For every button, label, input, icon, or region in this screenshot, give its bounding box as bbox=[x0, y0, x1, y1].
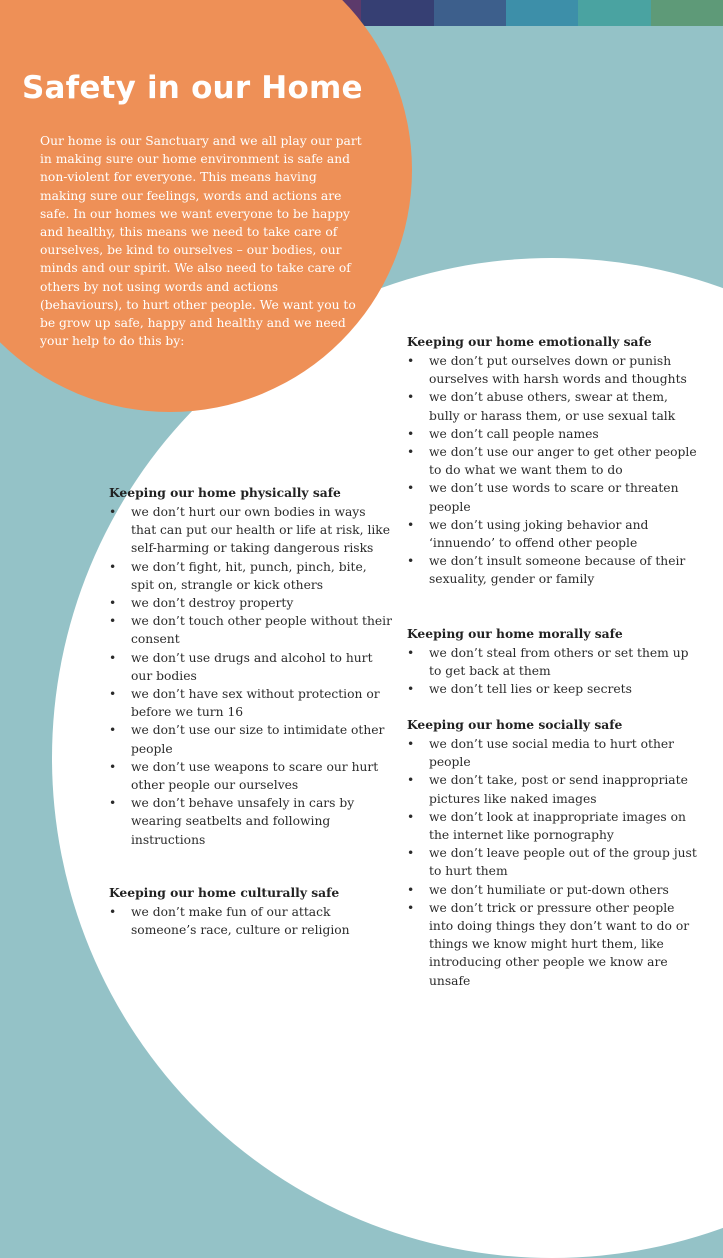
list-item bbox=[109, 903, 392, 939]
color-strip-segment bbox=[361, 0, 433, 26]
list-item-text: we don’t use our size to intimidate other people bbox=[131, 723, 385, 756]
page-title: Safety in our Home bbox=[22, 70, 363, 106]
bullet-icon: • bbox=[109, 905, 117, 919]
bullet-icon: • bbox=[407, 773, 415, 788]
section-heading: Keeping our home socially safe bbox=[407, 717, 623, 732]
bullet-icon: • bbox=[109, 596, 117, 611]
list-item-text: we don’t make fun of our attack someone’s race, culture or religion bbox=[131, 905, 350, 938]
list-item-text: we don’t use our anger to get other people to do what we want them to do bbox=[429, 445, 697, 478]
intro-paragraph: Our home is our Sanctuary and we all play our part in making sure our home environment is safe and non-violent for everyone. This means having making sure our feelings, words and actions are safe. In our homes we want everyone to be happy and healthy, this means we need to take care of ourselves, be kind to ourselves – our bodies, our minds and our spirit. We also need to take care of others by not using words and actions (behaviours), to hurt other people. We want you to be grow up safe, happy and healthy and we need your help to do this by: bbox=[40, 134, 362, 349]
list-item-text: we don’t leave people out of the group just to hurt them bbox=[429, 846, 697, 879]
list-item bbox=[109, 758, 392, 794]
list-item-text: we don’t use drugs and alcohol to hurt our bodies bbox=[131, 650, 373, 683]
color-strip-segment bbox=[434, 0, 506, 26]
list-item-text: we don’t have sex without protection or before we turn 16 bbox=[131, 687, 380, 720]
bullet-icon: • bbox=[407, 646, 415, 660]
bullet-icon: • bbox=[407, 554, 415, 569]
section-physically-safe bbox=[109, 484, 392, 849]
list-item-text: we don’t abuse others, swear at them, bully or harass them, or use sexual talk bbox=[429, 390, 676, 423]
bullet-icon: • bbox=[407, 882, 415, 897]
section-heading: Keeping our home emotionally safe bbox=[407, 334, 652, 349]
bullet-icon: • bbox=[109, 687, 117, 702]
list-item bbox=[407, 552, 697, 588]
bullet-list bbox=[407, 352, 697, 589]
bullet-icon: • bbox=[407, 481, 415, 496]
list-item-text: we don’t hurt our own bodies in ways that can put our health or life at risk, like self-harming or taking dangerous risks bbox=[131, 505, 391, 556]
bullet-icon: • bbox=[407, 354, 415, 368]
color-strip-segment bbox=[506, 0, 578, 26]
bullet-icon: • bbox=[407, 900, 415, 915]
list-item bbox=[109, 594, 392, 612]
bullet-icon: • bbox=[407, 809, 415, 824]
color-strip-segment bbox=[651, 0, 723, 26]
color-strip-segment bbox=[578, 0, 650, 26]
list-item-text: we don’t trick or pressure other people into doing things they don’t want to do or things we know might hurt them, like introducing other people we know are unsafe bbox=[429, 900, 690, 988]
bullet-icon: • bbox=[109, 614, 117, 629]
section-heading: Keeping our home physically safe bbox=[109, 485, 341, 500]
bullet-list bbox=[109, 903, 392, 939]
list-item bbox=[109, 794, 392, 849]
list-item bbox=[407, 881, 697, 899]
list-item bbox=[407, 644, 697, 680]
list-item bbox=[407, 425, 697, 443]
list-item-text: we don’t steal from others or set them up to get back at them bbox=[429, 646, 689, 679]
list-item-text: we don’t call people names bbox=[429, 426, 599, 441]
bullet-icon: • bbox=[407, 426, 415, 441]
section-culturally-safe bbox=[109, 884, 392, 939]
bullet-icon: • bbox=[109, 505, 117, 519]
list-item-text: we don’t using joking behavior and ‘innuendo’ to offend other people bbox=[429, 517, 649, 551]
list-item-text: we don’t use social media to hurt other people bbox=[429, 737, 675, 770]
bullet-icon: • bbox=[109, 723, 117, 738]
bullet-list bbox=[407, 644, 697, 699]
list-item-text: we don’t behave unsafely in cars by wearing seatbelts and following instructions bbox=[131, 796, 355, 847]
list-item bbox=[109, 558, 392, 594]
list-item-text: we don’t fight, hit, punch, pinch, bite, spit on, strangle or kick others bbox=[131, 559, 367, 592]
bullet-icon: • bbox=[109, 759, 117, 774]
list-item bbox=[407, 808, 697, 844]
bullet-icon: • bbox=[407, 682, 415, 697]
list-item bbox=[407, 443, 697, 479]
list-item bbox=[407, 844, 697, 880]
section-heading: Keeping our home culturally safe bbox=[109, 885, 340, 900]
section-heading: Keeping our home morally safe bbox=[407, 626, 623, 641]
bullet-list bbox=[109, 503, 392, 849]
list-item-text: we don’t humiliate or put-down others bbox=[429, 882, 669, 897]
bullet-icon: • bbox=[407, 846, 415, 861]
list-item-text: we don’t use words to scare or threaten people bbox=[429, 481, 679, 514]
bullet-icon: • bbox=[407, 390, 415, 405]
bullet-icon: • bbox=[109, 796, 117, 811]
bullet-icon: • bbox=[407, 445, 415, 460]
bullet-icon: • bbox=[407, 737, 415, 751]
list-item-text: we don’t tell lies or keep secrets bbox=[429, 682, 632, 697]
list-item bbox=[407, 516, 697, 552]
list-item-text: we don’t destroy property bbox=[131, 596, 294, 611]
bullet-icon: • bbox=[407, 517, 415, 532]
list-item bbox=[407, 680, 697, 698]
bullet-list bbox=[407, 735, 697, 990]
list-item bbox=[407, 771, 697, 807]
section-morally-safe bbox=[407, 625, 697, 699]
bullet-icon: • bbox=[109, 650, 117, 665]
list-item bbox=[407, 388, 697, 424]
list-item bbox=[407, 735, 697, 771]
list-item-text: we don’t put ourselves down or punish ourselves with harsh words and thoughts bbox=[429, 354, 687, 387]
section-emotionally-safe bbox=[407, 333, 697, 589]
section-socially-safe bbox=[407, 716, 697, 990]
list-item-text: we don’t take, post or send inappropriate pictures like naked images bbox=[429, 773, 688, 806]
bullet-icon: • bbox=[109, 559, 117, 574]
list-item bbox=[109, 685, 392, 721]
list-item-text: we don’t touch other people without their consent bbox=[131, 614, 392, 647]
list-item-text: we don’t insult someone because of their sexuality, gender or family bbox=[429, 554, 686, 587]
list-item bbox=[109, 503, 392, 558]
list-item bbox=[407, 899, 697, 990]
list-item bbox=[407, 352, 697, 388]
list-item-text: we don’t use weapons to scare our hurt other people our ourselves bbox=[131, 759, 379, 793]
list-item bbox=[407, 479, 697, 515]
list-item-text: we don’t look at inappropriate images on the internet like pornography bbox=[429, 809, 686, 843]
list-item bbox=[109, 612, 392, 648]
list-item bbox=[109, 721, 392, 757]
list-item bbox=[109, 649, 392, 685]
